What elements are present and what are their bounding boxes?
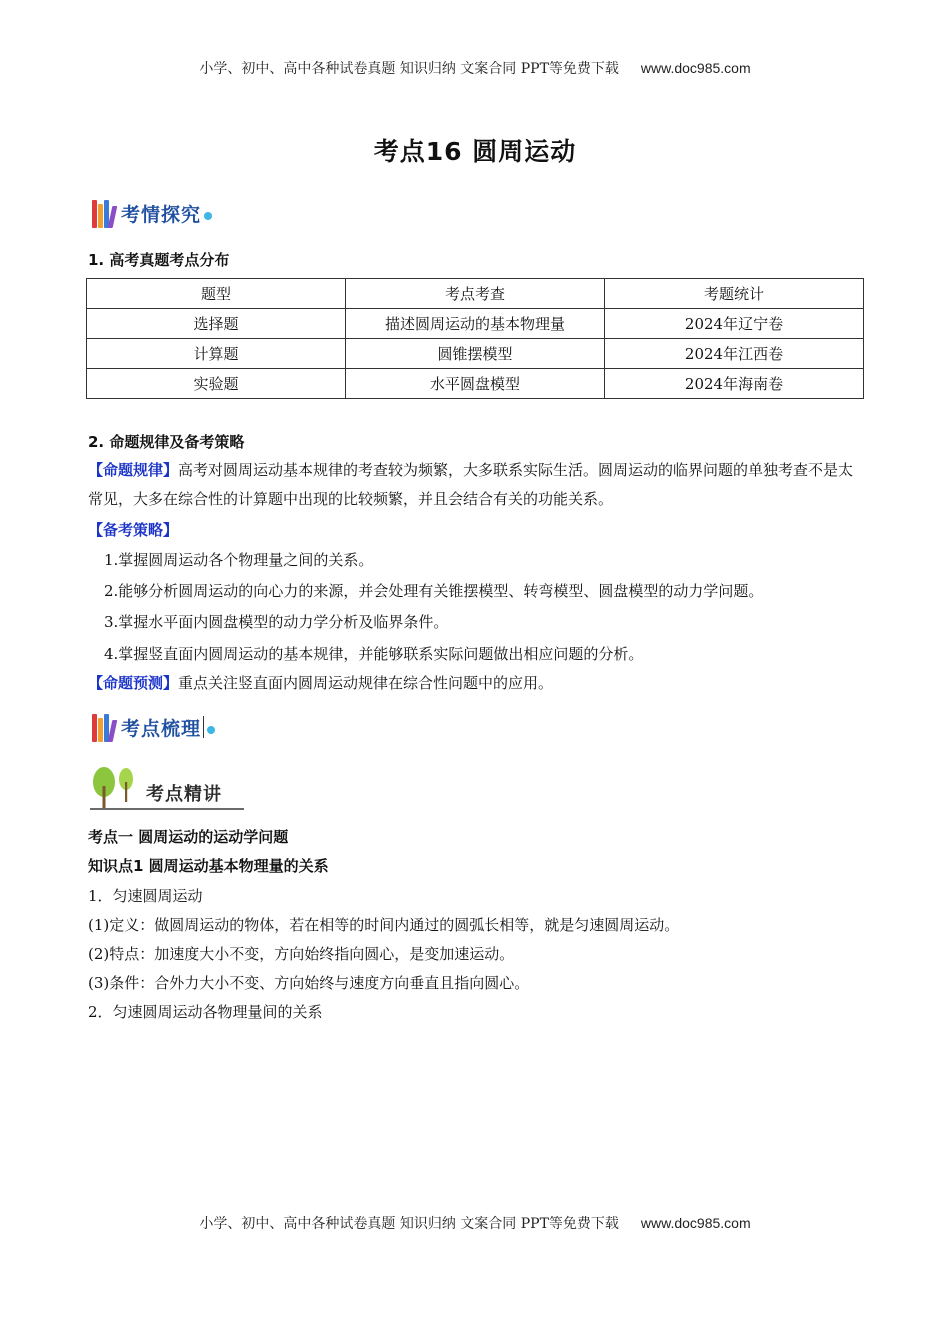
predict-text: 重点关注竖直面内圆周运动规律在综合性问题中的应用。 [178,674,554,692]
footer-url[interactable]: www.doc985.com [640,1215,751,1231]
strategy-tag: 【备考策略】 [88,521,179,539]
content-line: (3)条件：合外力大小不变、方向始终与速度方向垂直且指向圆心。 [88,974,530,992]
footer-text: 小学、初中、高中各种试卷真题 知识归纳 文案合同 PPT等免费下载 [199,1216,619,1232]
rule-tag: 【命题规律】 [88,461,179,479]
zhishidian-heading: 知识点1 圆周运动基本物理量的关系 [88,857,329,875]
table-cell: 圆锥摆模型 [346,339,605,369]
table-header-cell: 题型 [87,279,346,309]
strategy-item: 3.掌握水平面内圆盘模型的动力学分析及临界条件。 [104,613,449,631]
dot-icon [204,212,212,220]
header-url[interactable]: www.doc985.com [640,60,751,76]
table-cell: 2024年海南卷 [605,369,864,399]
banner-kaodian-jingjiang [90,766,246,812]
section2-heading: 2. 命题规律及备考策略 [88,433,245,451]
predict-paragraph [88,669,866,698]
table-row [87,339,864,369]
table-row [87,309,864,339]
strategy-item: 4.掌握竖直面内圆周运动的基本规律，并能够联系实际问题做出相应问题的分析。 [104,645,644,663]
table-cell: 2024年江西卷 [605,339,864,369]
dot-icon [207,726,215,734]
rule-paragraph [88,456,866,514]
text-cursor [203,716,204,738]
table-cell: 2024年辽宁卷 [605,309,864,339]
table-cell: 选择题 [87,309,346,339]
content-line: 2．匀速圆周运动各物理量间的关系 [88,1003,323,1021]
table-header-cell: 考题统计 [605,279,864,309]
strategy-tag-line [88,516,866,545]
strategy-item: 2.能够分析圆周运动的向心力的来源，并会处理有关锥摆模型、转弯模型、圆盘模型的动力学问题。 [104,582,764,600]
divider [90,808,244,810]
page-title: 考点16 圆周运动 [373,137,577,166]
tree-icon [90,766,140,810]
books-icon [92,712,116,742]
content-line: (2)特点：加速度大小不变，方向始终指向圆心，是变加速运动。 [88,945,515,963]
table-cell: 计算题 [87,339,346,369]
distribution-table [86,278,864,399]
table-header-row [87,279,864,309]
table-cell: 实验题 [87,369,346,399]
kaodian-heading: 考点一 圆周运动的运动学问题 [88,828,289,846]
rule-text: 高考对圆周运动基本规律的考查较为频繁，大多联系实际生活。圆周运动的临界问题的单独考查不是太常见，大多在综合性的计算题中出现的比较频繁，并且会结合有关的功能关系。 [88,461,854,508]
table-row [87,369,864,399]
table-cell: 描述圆周运动的基本物理量 [346,309,605,339]
strategy-item: 1.掌握圆周运动各个物理量之间的关系。 [104,551,374,569]
header-text: 小学、初中、高中各种试卷真题 知识归纳 文案合同 PPT等免费下载 [199,61,619,77]
predict-tag: 【命题预测】 [88,674,179,692]
page-footer [0,1213,950,1233]
table-cell: 水平圆盘模型 [346,369,605,399]
banner-kaoqing [92,196,212,230]
section1-heading: 1. 高考真题考点分布 [88,251,230,269]
books-icon [92,198,116,228]
table-header-cell: 考点考查 [346,279,605,309]
banner-kaodian-shuli [92,710,215,744]
banner-kaodian-shuli-label: 考点梳理 [121,717,202,740]
page-header [0,58,950,78]
content-line: (1)定义：做圆周运动的物体，若在相等的时间内通过的圆弧长相等，就是匀速圆周运动。 [88,916,680,934]
content-line: 1．匀速圆周运动 [88,887,203,905]
banner-kaoqing-label: 考情探究 [121,203,202,226]
banner-kaodian-jingjiang-label: 考点精讲 [146,784,222,805]
